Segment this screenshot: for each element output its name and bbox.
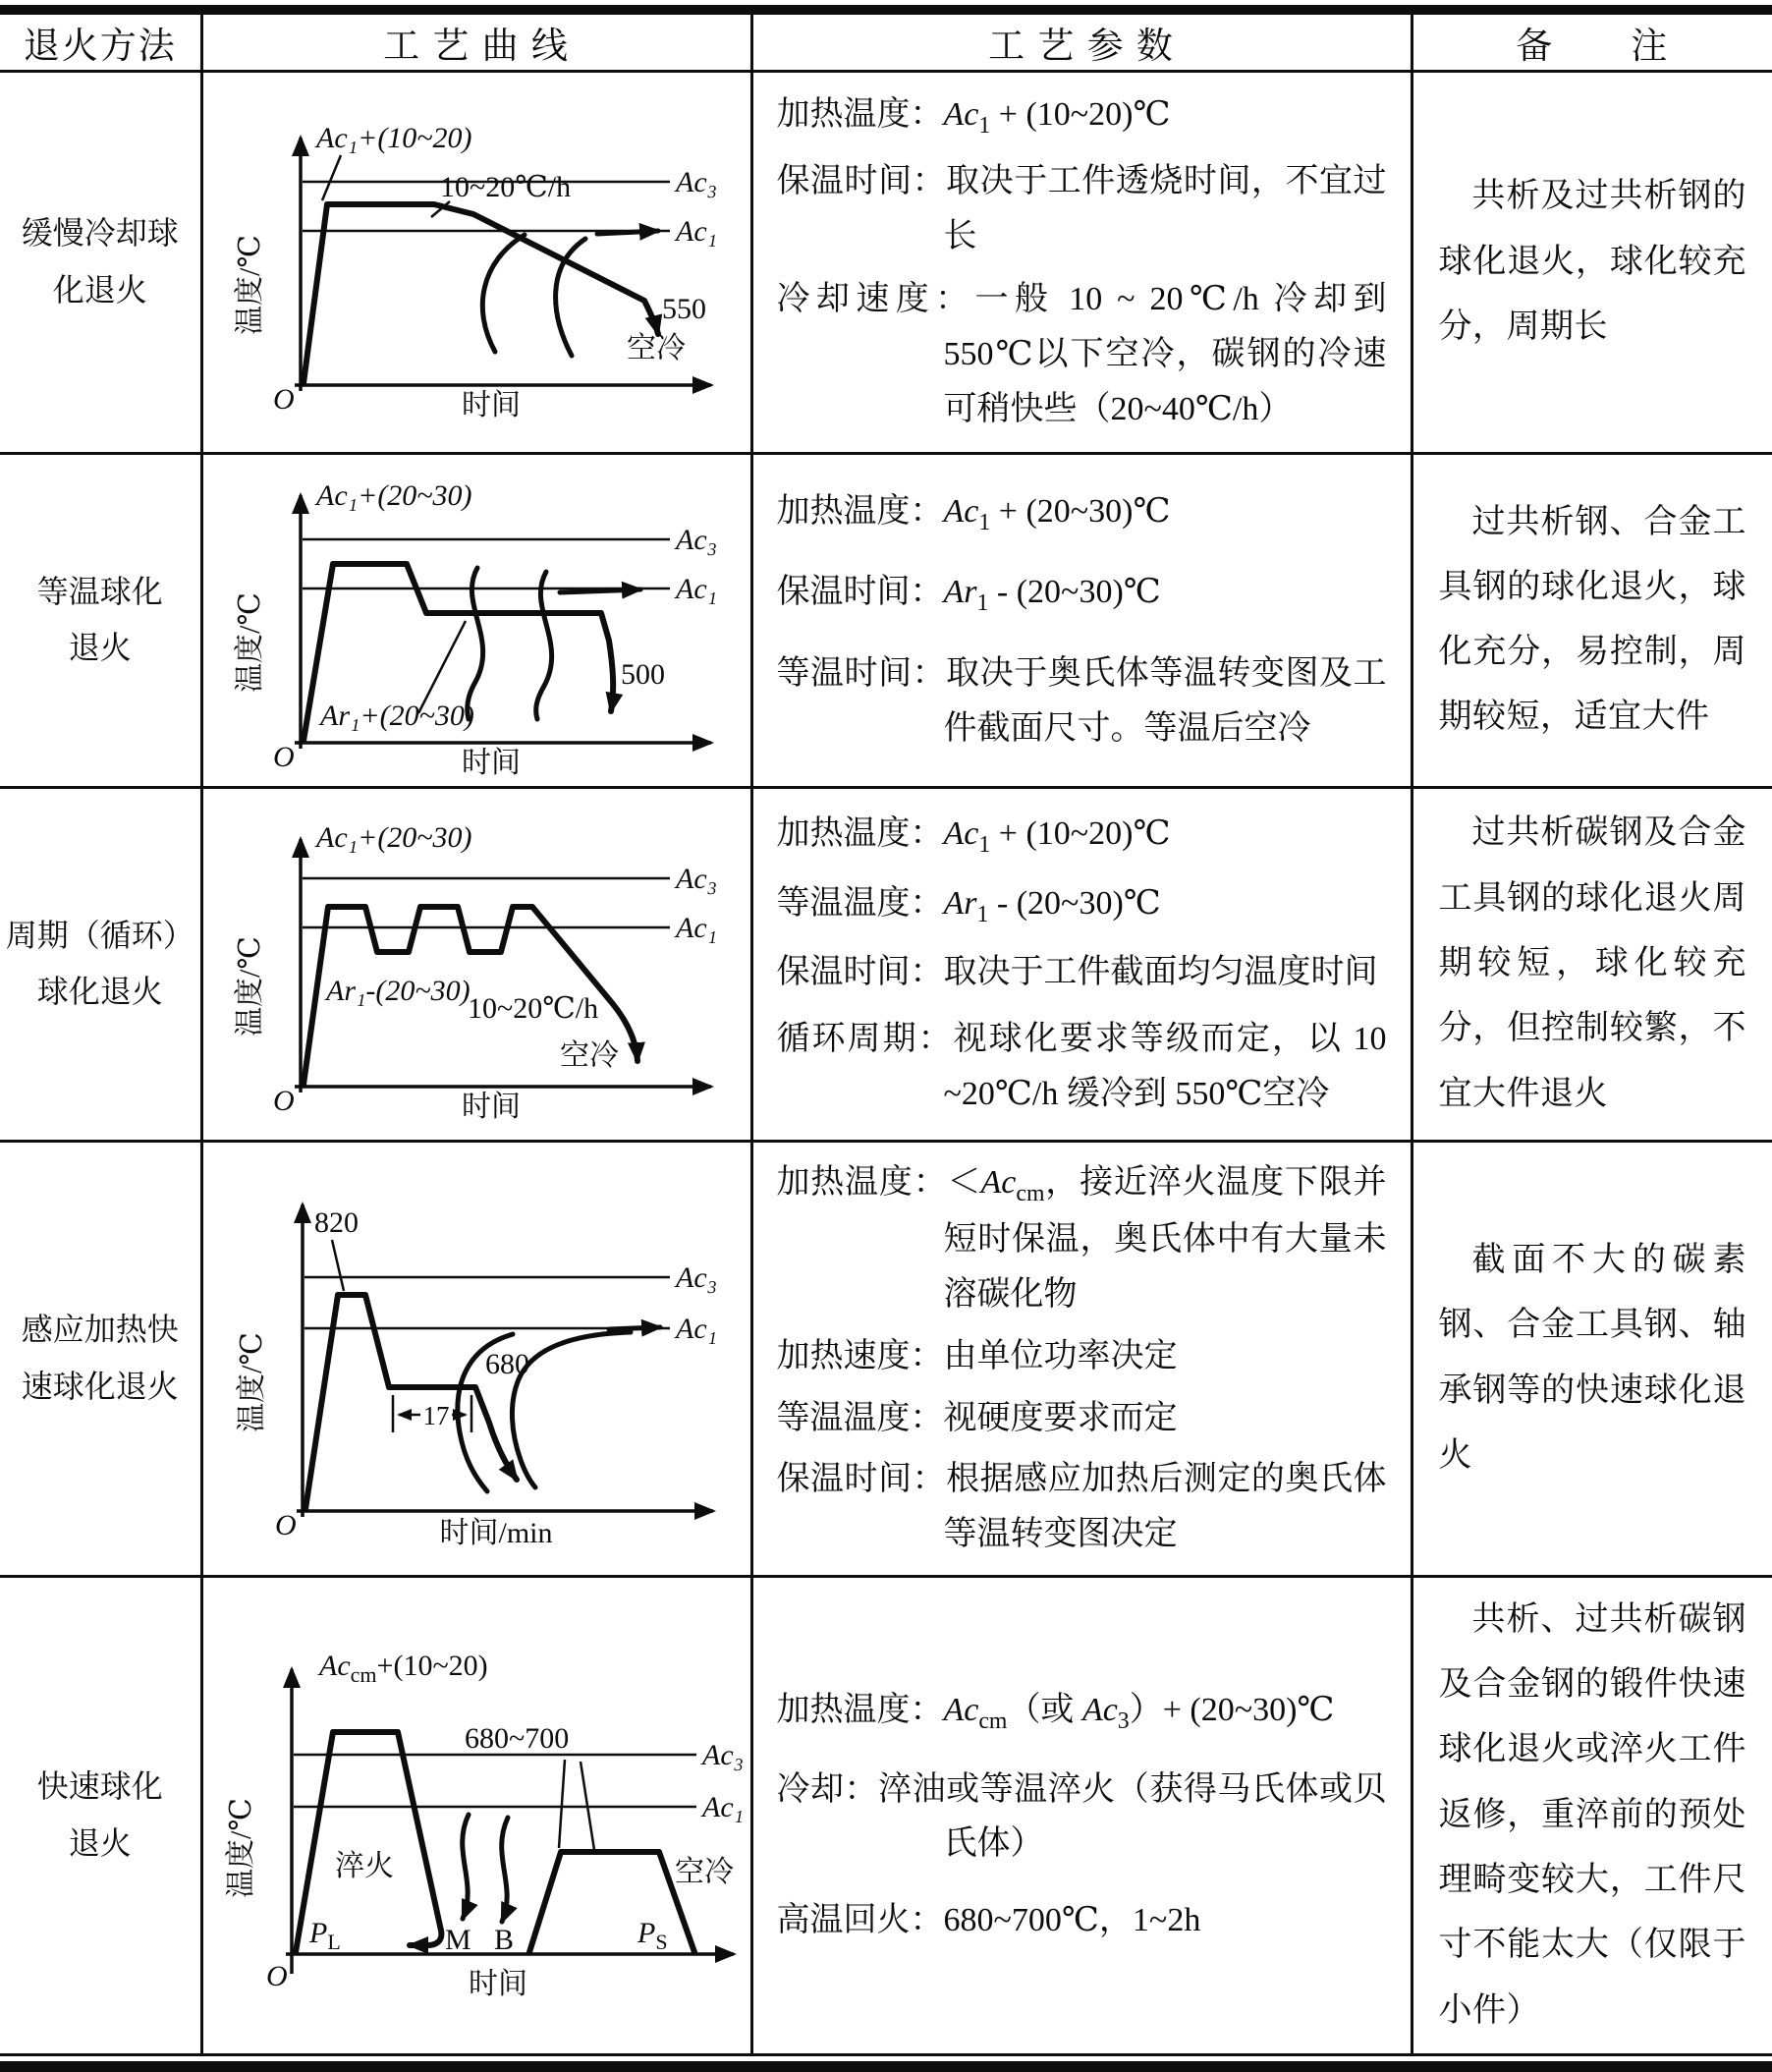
origin-label: O [273, 1085, 295, 1118]
note-cell [1412, 1576, 1772, 2054]
param-line: 等温温度：$Ar_1$ - (20~30)℃ [776, 884, 1161, 927]
top-temp-label: Ac₁+(20~30) [316, 821, 472, 855]
note-text: 共析、过共析碳钢及合金钢的锻件快速球化退火或淬火工件返修，重淬前的预处理畸变较大，工件尺寸不能太大（仅限于小件） [1438, 1600, 1746, 2029]
x-axis-label: 时间 [462, 388, 521, 419]
ac3-label: Ac₃ [676, 863, 718, 896]
process-params-cell [751, 453, 1412, 787]
process-params-cell [751, 1141, 1412, 1576]
temper-curve [529, 1852, 694, 1952]
note-text: 过共析碳钢及合金工具钢的球化退火周期较短，球化较充分，但控制较繁，不宜大件退火 [1438, 814, 1746, 1112]
param-line: 加热温度：$<Ac_{cm}$，接近淬火温度下限并短时保温，奥氏体中有大量未溶碳化物 [776, 1163, 1387, 1314]
ac1-label: Ac₁ [702, 1790, 745, 1823]
param-line: 保温时间：根据感应加热后测定的奥氏体等温转变图决定 [776, 1461, 1387, 1553]
note-text: 截面不大的碳素钢、合金工具钢、轴承钢等的快速球化退火 [1438, 1242, 1746, 1475]
param-line: 等温时间：取决于奥氏体等温转变图及工件截面尺寸。等温后空冷 [776, 655, 1387, 747]
x-axis-label: 时间 [462, 747, 521, 777]
process-curve-chart-4 [216, 1171, 737, 1546]
pearlite-end-label: $P_S$ [637, 1916, 668, 1954]
ttt-curve-right [502, 1818, 508, 1922]
cooling-rate-label: 10~20℃/h [440, 170, 572, 203]
process-curve-cell [201, 72, 751, 454]
method-cell [0, 1141, 201, 1576]
process-curve-cell [201, 1141, 751, 1576]
origin-label: O [273, 382, 295, 416]
x-axis-label: 时间/min [439, 1516, 553, 1546]
top-temp-label: $Ac_{cm}+(10\sim 20)$ [319, 1649, 488, 1687]
param-line: 冷却：淬油或等温淬火（获得马氏体或贝氏体） [776, 1770, 1387, 1863]
hold-temp-label: 680 [485, 1347, 529, 1380]
param-line: 循环周期：视球化要求等级而定，以 10 ~20℃/h 缓冷到 550℃空冷 [776, 1021, 1387, 1112]
origin-label: O [275, 1508, 297, 1541]
annealing-methods-table [0, 5, 1772, 2056]
ttt-curve-right [536, 572, 552, 719]
process-curve-chart-1 [216, 106, 737, 419]
method-name: 感应加热快 速球化退火 [21, 1312, 179, 1404]
peak-temp-label: 820 [314, 1205, 359, 1239]
ac1-arrow [560, 589, 640, 592]
row-slow-cool-spheroidizing [0, 72, 1772, 454]
ttt-curve-left [482, 235, 525, 352]
method-cell [0, 787, 201, 1141]
ttt-curve-left [463, 1815, 469, 1919]
ac3-label: Ac₃ [702, 1738, 745, 1771]
ac3-label: Ac₃ [676, 165, 718, 198]
air-cool-label: 空冷 [675, 1855, 734, 1888]
header-process-curve: 工 艺 曲 线 [201, 10, 751, 72]
header-row [0, 10, 1772, 72]
param-line: 加热温度：$Ac_{cm}$（或 $Ac_3)+$ (20~30)℃ [776, 1691, 1335, 1734]
process-params-cell [751, 1576, 1412, 2054]
temper-temp-label: 680~700 [465, 1721, 570, 1755]
param-line: 高温回火：680~700℃，1~2h [776, 1902, 1201, 1939]
x-axis-label: 时间 [469, 1967, 527, 2000]
final-temp-label: 500 [621, 658, 665, 692]
ac1-label: Ac₁ [676, 573, 718, 606]
process-params-cell [751, 787, 1412, 1141]
x-axis-label: 时间 [462, 1091, 521, 1121]
martensite-label: M [445, 1923, 471, 1956]
method-name: 周期（循环） 球化退火 [5, 917, 194, 1010]
note-cell [1412, 72, 1772, 454]
method-name: 缓慢冷却球 化退火 [21, 215, 179, 308]
y-axis-label: 温度/℃ [236, 1331, 268, 1432]
row-rapid-spheroidizing [0, 1576, 1772, 2054]
method-cell [0, 72, 201, 454]
row-induction-rapid-spheroidizing [0, 1141, 1772, 1576]
origin-label: O [266, 1959, 288, 1992]
hold-time-label: 17 [422, 1400, 450, 1430]
header-method: 退火方法 [0, 10, 201, 72]
note-cell [1412, 453, 1772, 787]
process-curve-chart-5 [203, 1624, 749, 2007]
ac1-arrow [597, 231, 658, 234]
ttt-curve-left [468, 568, 483, 719]
process-curve-cell [201, 453, 751, 787]
peak-leader [332, 1240, 344, 1291]
row-cyclic-spheroidizing [0, 787, 1772, 1141]
y-axis-label: 温度/℃ [234, 936, 266, 1037]
y-axis-label: 温度/℃ [234, 234, 266, 335]
param-line: 加热速度：由单位功率决定 [776, 1337, 1178, 1374]
iso-temp-label: Ar₁-(20~30) [326, 975, 471, 1008]
air-cool-label: 空冷 [627, 331, 686, 364]
bainite-label: B [494, 1923, 515, 1956]
top-temp-label: Ac₁+(10~20) [316, 121, 472, 154]
param-line: 加热温度：$Ac_1$ + (10~20)℃ [776, 814, 1171, 858]
top-temp-label: Ac₁+(20~30) [316, 479, 472, 513]
ac1-label: Ac₁ [676, 912, 718, 945]
method-name: 快速球化 退火 [36, 1768, 163, 1861]
process-params-cell [751, 72, 1412, 454]
header-notes: 备 注 [1412, 10, 1772, 72]
process-curve-chart-2 [216, 464, 737, 776]
note-cell [1412, 787, 1772, 1141]
y-axis-label: 温度/℃ [225, 1797, 257, 1898]
ac1-label: Ac₁ [676, 1312, 718, 1345]
ac1-arrow [609, 1327, 660, 1329]
temper-leaders [559, 1760, 594, 1850]
process-curve-chart-3 [216, 808, 737, 1120]
param-line: 保温时间：取决于工件截面均匀温度时间 [776, 954, 1378, 991]
air-cool-label: 空冷 [560, 1039, 619, 1073]
quench-label: 淬火 [335, 1849, 394, 1882]
param-line: 冷却速度：一般 10 ~ 20℃/h 冷却到 550℃以下空冷，碳钢的冷速可稍快些（20~40℃/h） [776, 281, 1387, 427]
note-cell [1412, 1141, 1772, 1576]
note-text: 共析及过共析钢的球化退火，球化较充分，周期长 [1438, 178, 1746, 345]
note-text: 过共析钢、合金工具钢的球化退火，球化充分，易控制，周期较短，适宜大件 [1438, 503, 1746, 736]
method-name: 等温球化 退火 [36, 573, 163, 666]
ac3-label: Ac₃ [676, 524, 718, 557]
origin-label: O [273, 741, 295, 774]
method-cell [0, 1576, 201, 2054]
param-line: 等温温度：视硬度要求而定 [776, 1399, 1178, 1436]
param-line: 加热温度：$Ac_1$ + (10~20)℃ [776, 96, 1171, 139]
final-temp-label: 550 [662, 292, 706, 325]
row-isothermal-spheroidizing [0, 453, 1772, 787]
iso-temp-label: Ar₁+(20~30) [320, 700, 474, 733]
process-curve-cell [201, 1576, 751, 2054]
ac1-label: Ac₁ [676, 214, 718, 248]
header-process-params: 工 艺 参 数 [751, 10, 1412, 72]
ac3-label: Ac₃ [676, 1260, 718, 1294]
y-axis-label: 温度/℃ [234, 592, 266, 694]
ttt-curve-right [512, 1332, 631, 1487]
param-line: 保温时间：$Ar_1$ - (20~30)℃ [776, 574, 1161, 617]
top-label-leader [322, 155, 341, 200]
method-cell [0, 453, 201, 787]
table-bottom-rule [0, 2061, 1772, 2072]
param-line: 加热温度：$Ac_1$ + (20~30)℃ [776, 492, 1171, 535]
induction-heating-curve [305, 1295, 517, 1509]
param-line: 保温时间：取决于工件透烧时间，不宜过长 [776, 162, 1387, 254]
process-curve-cell [201, 787, 751, 1141]
cooling-rate-label: 10~20℃/h [468, 992, 599, 1026]
pearlite-start-label: $P_L$ [309, 1916, 341, 1954]
